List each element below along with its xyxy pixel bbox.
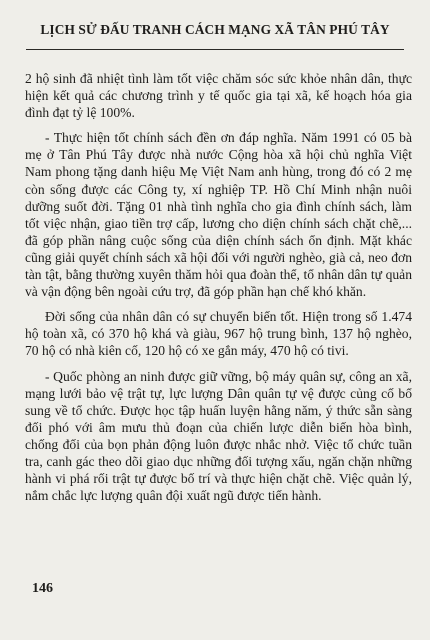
body-text	[25, 70, 412, 512]
running-header: LỊCH SỬ ĐẤU TRANH CÁCH MẠNG XÃ TÂN PHÚ TÂY	[40, 22, 390, 37]
header-rule	[26, 49, 404, 50]
paragraph-2: - Thực hiện tốt chính sách đền ơn đáp nghĩa. Năm 1991 có 05 bà mẹ ở Tân Phú Tây được nhà nước Cộng hòa xã hội chủ nghĩa Việt Nam phong tặng danh hiệu Mẹ Việt Nam anh hùng, trong đó có 2 mẹ còn sống được các Công ty, xí nghiệp TP. Hồ Chí Minh nhận nuôi dưỡng suốt đời. Tặng 01 nhà tình nghĩa cho gia đình chính sách, làm tốt việc nhận, giao tiền trợ cấp, lương cho diện chính sách chặt chẽ,... đã góp phần nâng cuộc sống của diện chính sách ổn định. Mặt khác cũng giải quyết chính sách xã hội đối với người nghèo, già cả, neo đơn tàn tật, bằng thường xuyên thăm hỏi qua đoàn thể, tổ nhân dân tự quản và vận động bên ngoài cứu trợ, đã góp phần hạn chế khó khăn.	[25, 130, 412, 300]
paragraph-3: Đời sống của nhân dân có sự chuyển biến tốt. Hiện trong số 1.474 hộ toàn xã, có 370 hộ khá và giàu, 967 hộ trung bình, 137 hộ nghèo, 70 hộ có nhà kiên cố, 120 hộ có xe gắn máy, 470 hộ có tivi.	[25, 309, 412, 359]
page-number: 146	[32, 581, 53, 596]
paragraph-4: - Quốc phòng an ninh được giữ vững, bộ máy quân sự, công an xã, mạng lưới bảo vệ trật tự, lực lượng Dân quân tự vệ được củng cố bổ sung về tổ chức. Được học tập huấn luyện hằng năm, ý thức sẵn sàng đối phó với âm mưu thủ đoạn của chiến lược diễn biến hòa bình, chống đối của bọn phản động luôn được nhắc nhở. Việc tổ chức tuần tra, canh gác theo dõi giao dục những đối tượng xấu, ngăn chặn những hành vi phá rối trật tự được bố trí và thực hiện chặt chẽ. Việc quản lý, nắm chắc lực lượng quân đội xuất ngũ được tiến hành.	[25, 368, 412, 504]
paragraph-1: 2 hộ sinh đã nhiệt tình làm tốt việc chăm sóc sức khỏe nhân dân, thực hiện kết quả các chương trình y tế quốc gia tại xã, kế hoạch hóa gia đình đạt tỷ lệ 100%.	[25, 71, 412, 121]
